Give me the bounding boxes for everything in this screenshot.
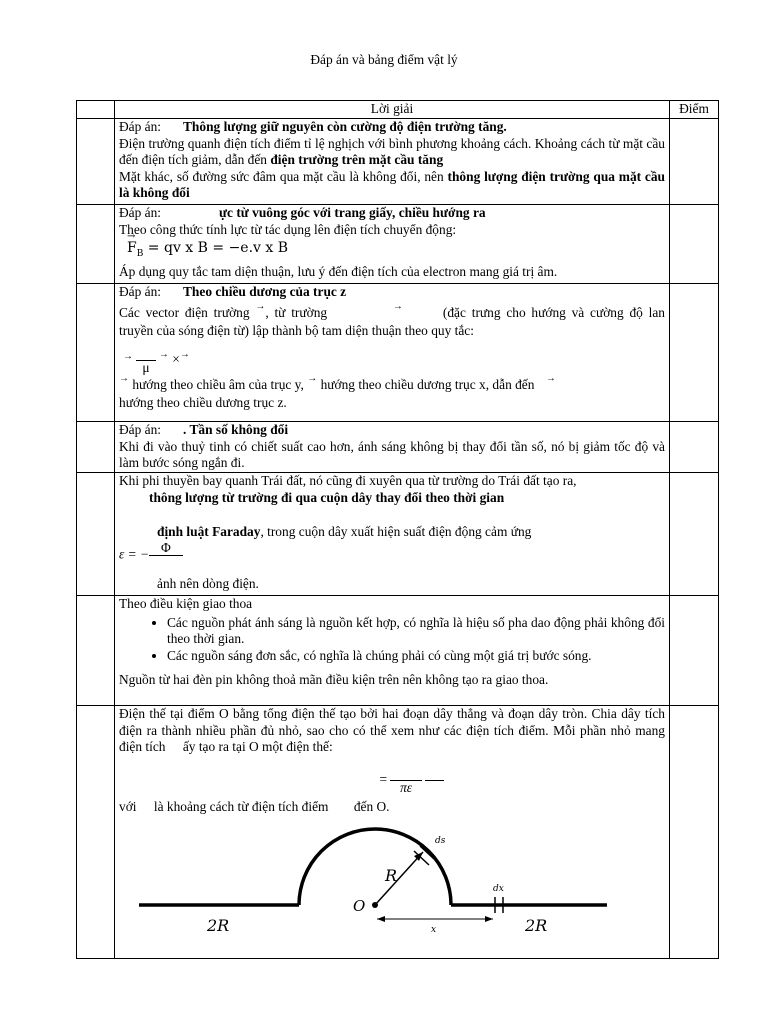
answer-text: Thông lượng giữ nguyên còn cường độ điện trường tăng. <box>183 119 507 134</box>
answer-label: Đáp án: <box>119 119 162 134</box>
points-cell <box>670 119 719 205</box>
document-title: Đáp án và bảng điểm vật lý <box>310 52 458 67</box>
solution-bold: thông lượng từ trường đi qua cuộn dây thay đổi theo thời gian <box>149 489 505 505</box>
vector-arrow-icon: → <box>255 300 266 312</box>
label-x: x <box>431 925 437 935</box>
solution-cell <box>115 706 670 959</box>
table-row <box>77 473 719 596</box>
table-row <box>77 119 719 205</box>
number-cell <box>77 473 115 596</box>
solution-text: Theo điều kiện giao thoa <box>119 596 253 611</box>
table-row <box>77 422 719 473</box>
label-2r-left: 2R <box>207 916 230 935</box>
number-cell <box>77 422 115 473</box>
solution-cell <box>115 473 670 596</box>
answer-table <box>76 100 719 959</box>
vector-arrow-icon: → <box>545 372 556 384</box>
condition-list <box>119 615 665 665</box>
table-row <box>77 596 719 706</box>
table-header-row <box>77 101 719 119</box>
vector-arrow-icon: → <box>307 372 318 384</box>
list-item: • Các nguồn phát ánh sáng là nguồn kết hợp, có nghĩa là hiệu số pha dao động phải không đổi theo thời gian. <box>167 615 665 648</box>
vector-arrow-icon: → <box>119 372 129 384</box>
x-arrowhead-left <box>377 916 385 922</box>
label-2r-right: 2R <box>525 916 548 935</box>
solution-text: Theo công thức tính lực từ tác dụng lên điện tích chuyển động: <box>119 221 457 237</box>
charged-wire-figure <box>129 821 619 946</box>
points-cell <box>670 473 719 596</box>
solution-text: Nguồn từ hai đèn pin không thoả mãn điều kiện trên nên không tạo ra giao thoa. <box>119 672 549 687</box>
solution-text: Khi đi vào thuỷ tinh có chiết suất cao hơn, ánh sáng không bị thay đổi tần số, nó bị giảm tốc độ và làm bước sóng ngắn đi. <box>119 438 665 470</box>
label-o: O <box>353 897 366 915</box>
header-points: Điểm <box>670 101 719 119</box>
cross-product-formula: → μ → ×→ <box>123 346 665 375</box>
answer-text: . Tần số không đổi <box>183 422 289 437</box>
solution-text: Áp dụng quy tắc tam diện thuận, lưu ý đến điện tích của electron mang giá trị âm. <box>119 263 558 279</box>
answer-text: Theo chiều dương của trục z <box>183 284 347 299</box>
label-dx: dx <box>493 884 504 894</box>
solution-cell <box>115 422 670 473</box>
x-arrowhead-right <box>485 916 493 922</box>
solution-text: hướng theo chiều dương trục x, dẫn đến <box>320 376 535 392</box>
header-solution: Lời giải <box>115 101 670 119</box>
solution-text: , từ trường <box>265 304 328 320</box>
label-ds: ds <box>435 836 446 846</box>
answer-label: Đáp án: <box>119 422 162 437</box>
solution-text: với <box>119 798 137 814</box>
number-cell <box>77 596 115 706</box>
solution-text: hướng theo chiều âm của trục y, <box>132 376 304 392</box>
answer-label: Đáp án: <box>119 205 162 220</box>
solution-text: Điện trường quanh điện tích điểm tỉ lệ nghịch với bình phương khoảng cách. Khoảng cách từ mặt cầu đến điện tích giảm, dẫn đến <box>119 135 665 167</box>
solution-text: Các vector điện trường <box>119 304 250 320</box>
vector-arrow-icon: → <box>392 300 403 312</box>
solution-text: , trong cuộn dây xuất hiện suất điện động cảm ứng <box>260 524 532 539</box>
list-item: • Các nguồn sáng đơn sắc, có nghĩa là chúng phải có cùng một giá trị bước sóng. <box>167 648 665 665</box>
points-cell <box>670 596 719 706</box>
answer-text: ực từ vuông góc với trang giấy, chiều hướng ra <box>219 205 486 220</box>
potential-formula: = πε <box>119 766 665 795</box>
table-row <box>77 205 719 284</box>
points-cell <box>670 205 719 284</box>
radius-line <box>375 852 423 905</box>
solution-cell <box>115 119 670 205</box>
solution-text: hướng theo chiều dương trục z. <box>119 395 287 410</box>
solution-text: Điện thế tại điểm O bằng tổng điện thế tạo bởi hai đoạn dây thẳng và đoạn dây tròn. Chia dây tích điện ra thành nhiều phần đủ nhỏ, sao cho có thể xem như các điện tích điểm. Mỗi phần nhỏ mang điện tích <box>119 706 665 754</box>
table-row <box>77 284 719 422</box>
number-cell <box>77 205 115 284</box>
solution-text: (đặc trưng cho hướng và cường độ lan truyền của sóng điện từ) lập thành bộ tam diện thuận theo quy tắc: <box>119 304 665 338</box>
solution-cell <box>115 284 670 422</box>
solution-text: Khi phi thuyền bay quanh Trái đất, nó cũng đi xuyên qua từ trường do Trái đất tạo ra, <box>119 473 577 488</box>
number-cell <box>77 284 115 422</box>
number-cell <box>77 706 115 959</box>
solution-bold: điện trường trên mặt cầu tăng <box>270 152 444 167</box>
solution-text: Mặt khác, số đường sức đâm qua mặt cầu là không đổi, nên <box>119 168 448 184</box>
solution-cell <box>115 596 670 706</box>
label-r: R <box>385 866 398 885</box>
solution-text: ấy tạo ra tại O một điện thế: <box>182 739 333 754</box>
number-cell <box>77 119 115 205</box>
table-row <box>77 706 719 959</box>
answer-label: Đáp án: <box>119 284 162 299</box>
solution-text: đến O. <box>353 798 390 814</box>
points-cell <box>670 422 719 473</box>
points-cell <box>670 706 719 959</box>
solution-text: ảnh nên dòng điện. <box>157 575 259 591</box>
solution-text: là khoảng cách từ điện tích điểm <box>153 798 329 814</box>
solution-bold: thông lượng điện trường qua mặt cầu là không đổi <box>119 168 665 200</box>
lorentz-formula: → $F_B$ = qv x B = −e.v x B <box>119 238 665 264</box>
semicircle-wire <box>299 829 451 905</box>
header-number-cell <box>77 101 115 119</box>
faraday-formula: ε = − Φ <box>119 541 665 570</box>
solution-bold: định luật Faraday <box>157 524 261 539</box>
solution-cell <box>115 205 670 284</box>
points-cell <box>670 284 719 422</box>
